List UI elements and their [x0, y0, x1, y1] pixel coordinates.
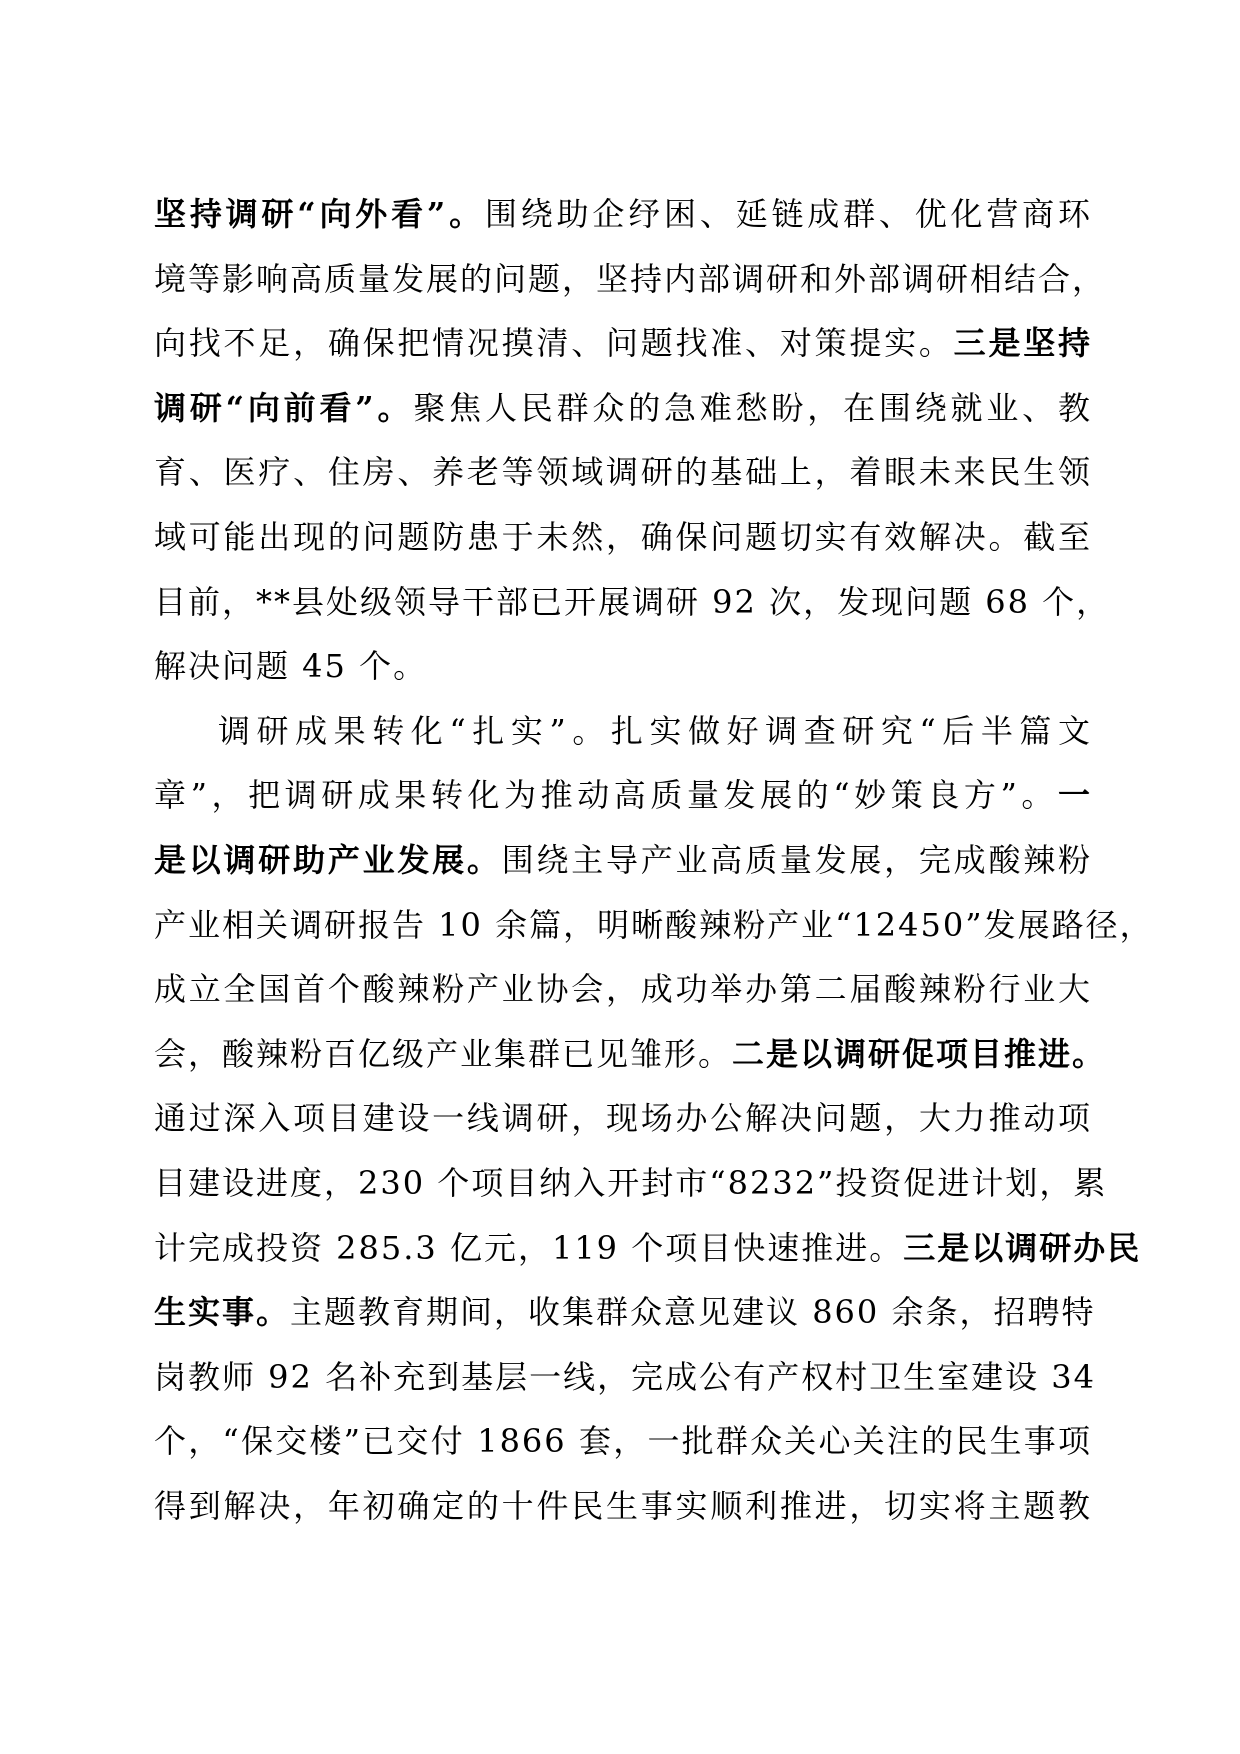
text-line	[154, 1151, 1108, 1216]
text-line	[154, 1022, 1107, 1087]
bold-heading-text: 一	[1057, 776, 1092, 815]
bold-heading-text: 二是以调研促项目推进。	[732, 1034, 1107, 1073]
body-text-run: 解决问题 45 个。	[154, 647, 428, 686]
text-line	[154, 893, 1154, 958]
text-line	[154, 763, 1092, 828]
bold-heading-text: 坚持调研“向外看”。	[154, 195, 485, 233]
bold-heading-text: 三是坚持	[953, 324, 1092, 363]
body-text-run: 育、医疗、住房、养老等领域调研的基础上，着眼未来民生领	[154, 453, 1092, 492]
bold-heading-text: 是以调研助产业发展。	[154, 840, 502, 879]
text-line	[154, 828, 1092, 893]
body-text-run: 个，“保交楼”已交付 1866 套，一批群众关心关注的民生事项	[154, 1422, 1092, 1461]
body-text-run: 聚焦人民群众的急难愁盼，在围绕就业、教	[413, 388, 1092, 427]
body-text-run: 域可能出现的问题防患于未然，确保问题切实有效解决。截至	[154, 517, 1092, 556]
text-line	[154, 505, 1092, 570]
text-line	[154, 1345, 1096, 1410]
text-line	[154, 376, 1092, 441]
text-line	[154, 699, 1092, 764]
text-line	[154, 570, 1111, 635]
bold-heading-text: 三是以调研办民	[903, 1228, 1142, 1267]
text-line	[154, 1474, 1092, 1539]
body-text-run: 岗教师 92 名补充到基层一线，完成公有产权村卫生室建设 34	[154, 1357, 1096, 1396]
body-text-run: 围绕助企纾困、延链成群、优化营商环	[484, 195, 1092, 233]
body-text-run: 产业相关调研报告 10 余篇，明晰酸辣粉产业“12450”发展路径，	[154, 905, 1154, 944]
text-line	[154, 1409, 1092, 1474]
body-text-run: 成立全国首个酸辣粉产业协会，成功举办第二届酸辣粉行业大	[154, 970, 1092, 1009]
body-text-run: 调研成果转化“扎实”。扎实做好调查研究“后半篇文	[218, 711, 1092, 750]
body-text-run: 向找不足，确保把情况摸清、问题找准、对策提实。	[154, 324, 954, 363]
text-line	[154, 1280, 1096, 1345]
body-text-run: 通过深入项目建设一线调研，现场办公解决问题，大力推动项	[154, 1099, 1092, 1138]
body-text-run: 目建设进度，230 个项目纳入开封市“8232”投资促进计划，累	[154, 1163, 1108, 1202]
bold-heading-text: 生实事。	[154, 1293, 291, 1332]
text-line	[154, 182, 1092, 247]
text-line	[154, 311, 1092, 376]
text-line	[154, 1086, 1092, 1151]
body-text-run: 目前，**县处级领导干部已开展调研 92 次，发现问题 68 个，	[154, 582, 1111, 621]
text-line	[154, 957, 1092, 1022]
body-text-run: 围绕主导产业高质量发展，完成酸辣粉	[501, 840, 1092, 879]
body-text-run: 境等影响高质量发展的问题，坚持内部调研和外部调研相结合，	[154, 259, 1107, 298]
body-text-run: 主题教育期间，收集群众意见建议 860 余条，招聘特	[290, 1293, 1096, 1332]
body-text-run: 章”，把调研成果转化为推动高质量发展的“妙策良方”。	[154, 776, 1058, 815]
text-line	[154, 440, 1092, 505]
body-text-run: 会，酸辣粉百亿级产业集群已见雏形。	[154, 1034, 733, 1073]
bold-heading-text: 调研“向前看”。	[154, 388, 414, 427]
body-text	[154, 182, 1154, 1538]
body-text-run: 得到解决，年初确定的十件民生事实顺利推进，切实将主题教	[154, 1486, 1092, 1525]
text-line	[154, 1216, 1142, 1281]
body-text-run: 计完成投资 285.3 亿元，119 个项目快速推进。	[154, 1228, 904, 1267]
text-line	[154, 634, 1092, 699]
text-line	[154, 247, 1107, 312]
